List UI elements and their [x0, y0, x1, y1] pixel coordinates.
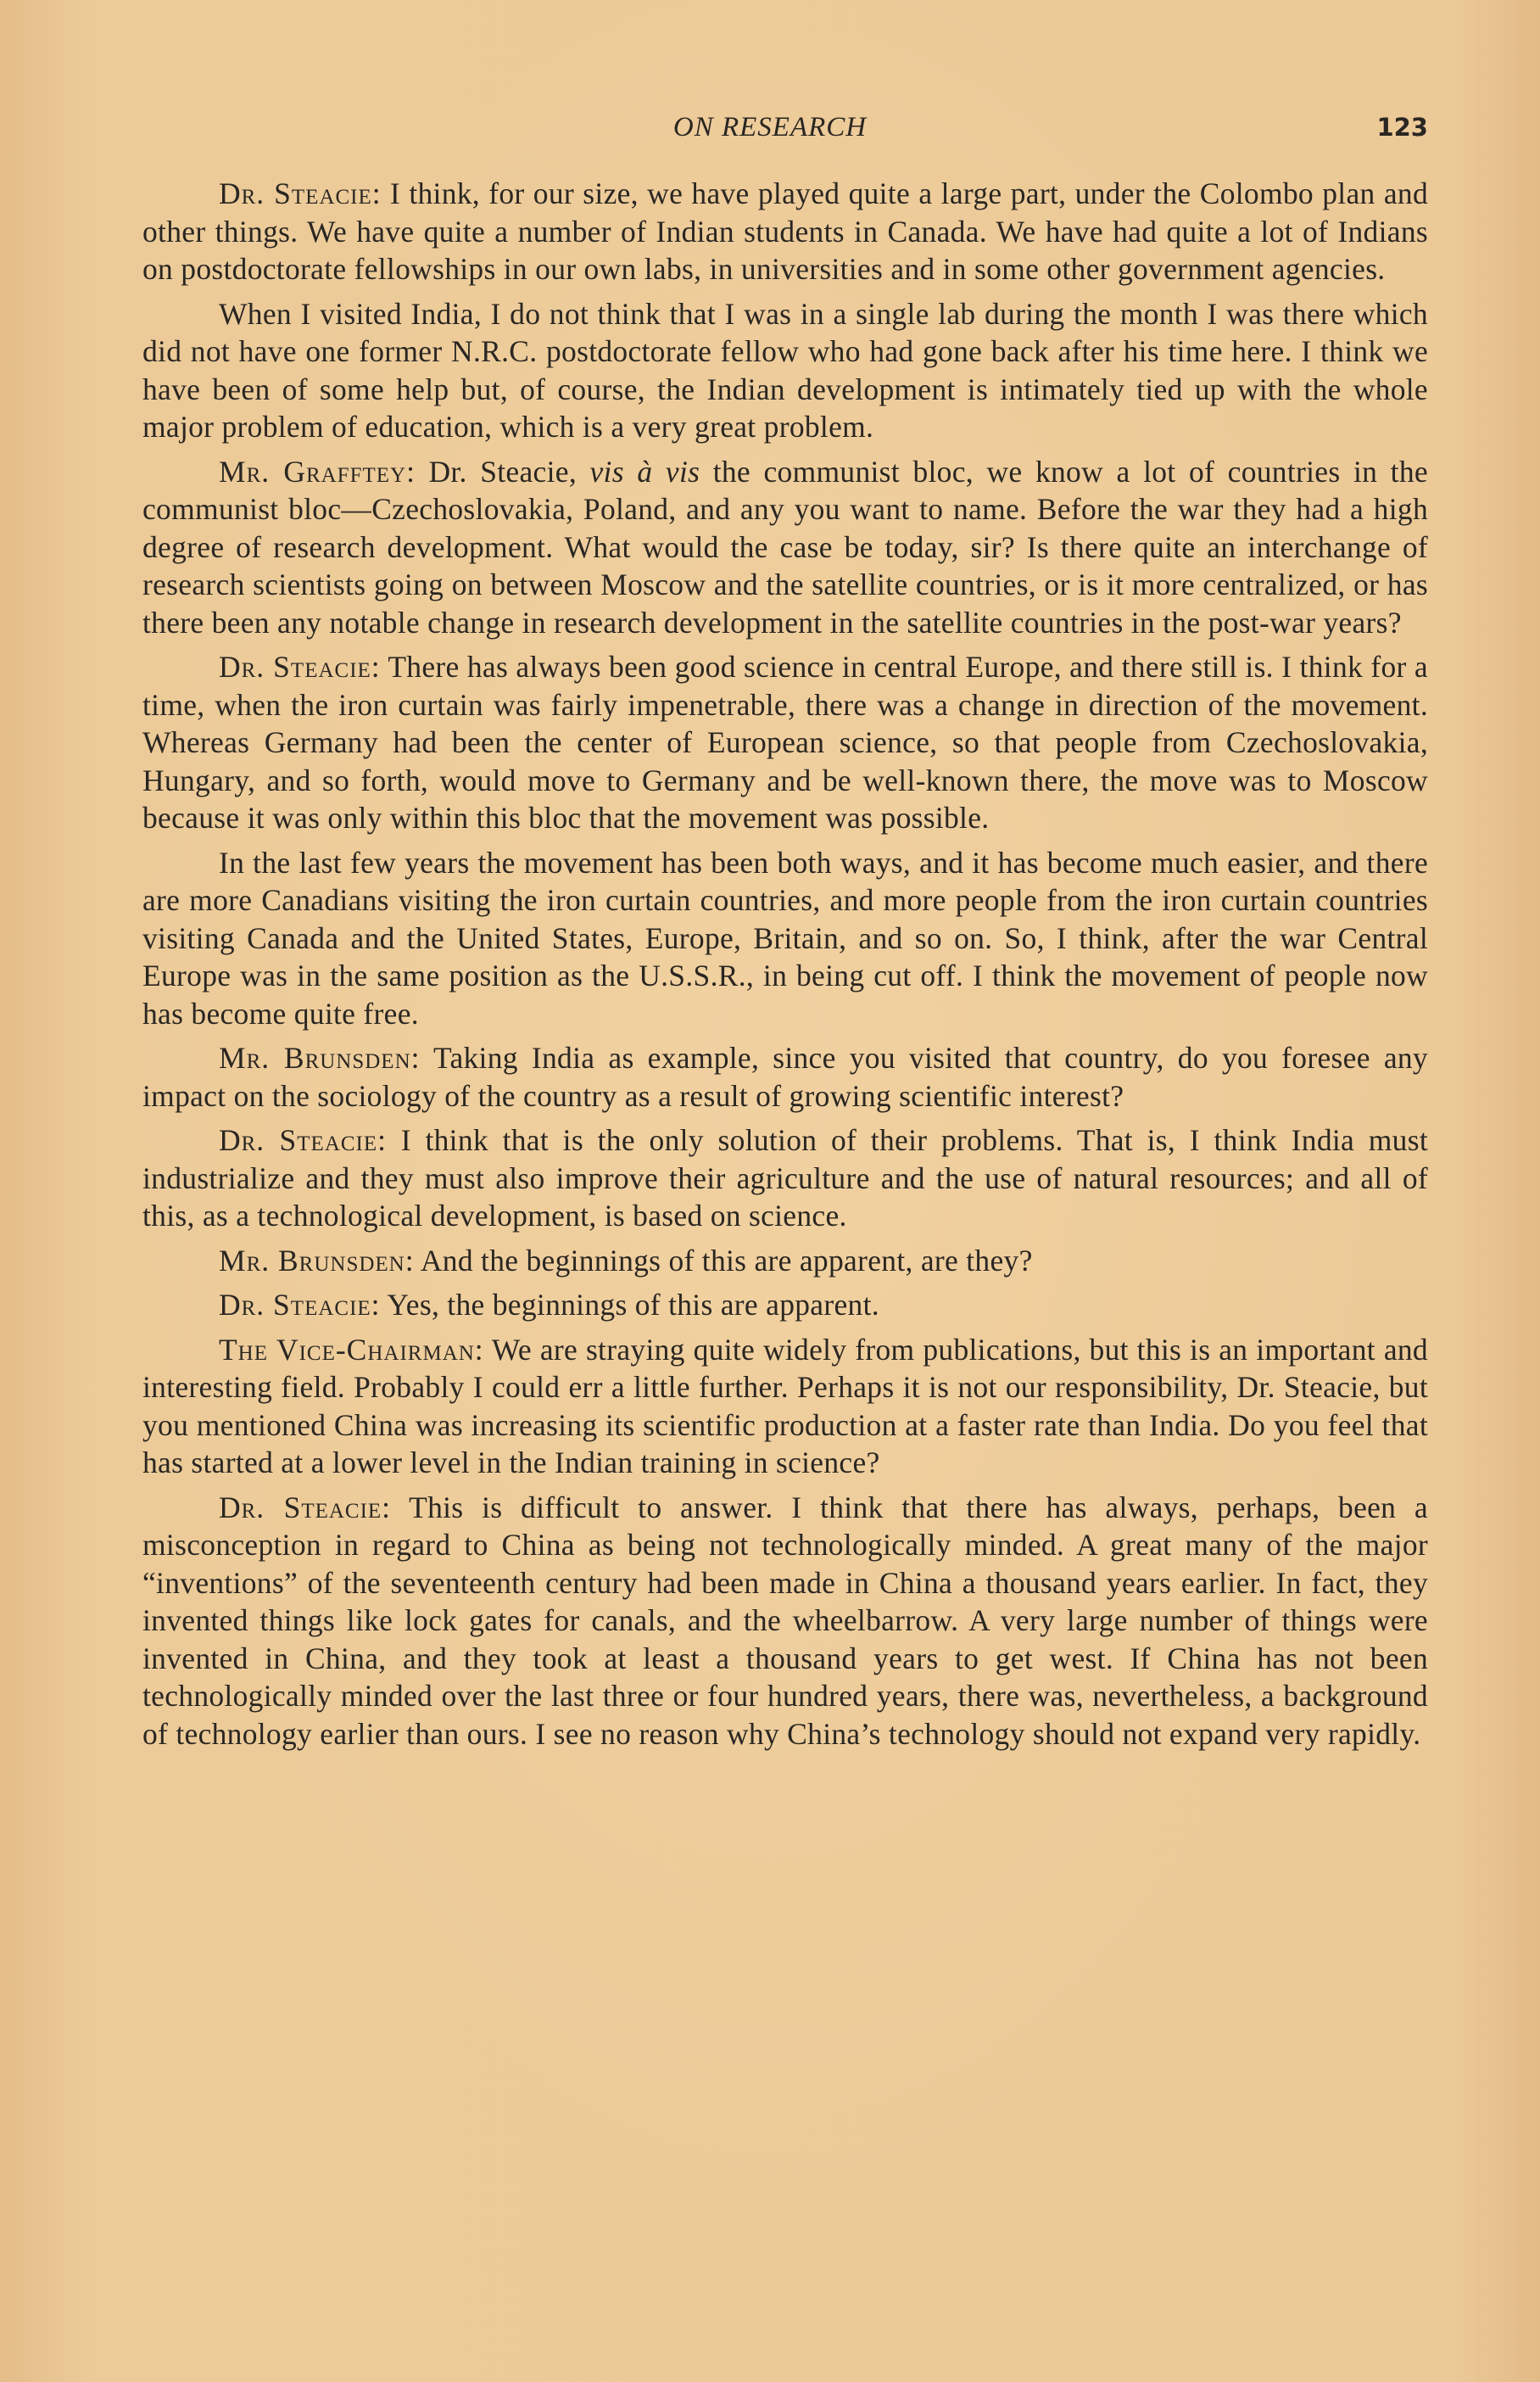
paragraph-11 — [142, 1489, 1428, 1753]
paragraph-7 — [142, 1121, 1428, 1235]
paragraph-text: We are straying quite widely from publications, but this is an important and interesting field. Probably I could err a little further. Perhaps it is not our responsibility, Dr. Steacie, but you mentioned China was increasing its scientific production at a faster rate than India. Do you feel that has started at a lower level in the Indian training in science? — [142, 1332, 1428, 1479]
speaker-label: Dr. Steacie: — [219, 1288, 381, 1322]
paragraph-text: When I visited India, I do not think that I was in a single lab during the month I was there which did not have one former N.R.C. postdoctorate fellow who had gone back after his time here. I think we have been of some help but, of course, the Indian development is intimately tied up with the whole major problem of education, which is a very great problem. — [142, 296, 1428, 444]
speaker-label: The Vice-Chairman: — [219, 1332, 484, 1367]
page-number: 123 — [1376, 113, 1428, 142]
running-head — [0, 106, 1540, 148]
paragraph-text: I think that is the only solution of their problems. That is, I think India must industrialize and they must also improve their agriculture and the use of natural resources; and all of this, as a technological development, is based on science. — [142, 1123, 1428, 1233]
paragraph-text: This is difficult to answer. I think that there has always, perhaps, been a misconception in regard to China as being not technologically minded. A great many of the major “inventions” of the seventeenth century had been made in China a thousand years earlier. In fact, they invented things like lock gates for canals, and the wheelbarrow. A very large number of things were invented in China, and they took at least a thousand years to get west. If China has not been technologically minded over the last three or four hundred years, there was, nevertheless, a background of technology earlier than ours. I see no reason why China’s technology should not expand very rapidly. — [142, 1490, 1428, 1751]
paragraph-text: There has always been good science in central Europe, and there still is. I think for a time, when the iron curtain was fairly impenetrable, there was a change in direction of the movement. Whereas Germany had been the center of European science, so that people from Czechoslovakia, Hungary, and so forth, would move to Germany and be well-known there, the move was to Moscow because it was only within this bloc that the movement was possible. — [142, 650, 1428, 835]
paragraph-text: Yes, the beginnings of this are apparent. — [387, 1288, 879, 1322]
paragraph-10 — [142, 1331, 1428, 1482]
paragraph-3 — [142, 453, 1428, 642]
body-text — [142, 175, 1428, 1759]
paragraph-text: In the last few years the movement has been both ways, and it has become much easier, and there are more Canadians visiting the iron curtain countries, and more people from the iron curtain countries visiting Canada and the United States, Europe, Britain, and so on. So, I think, after the war Central Europe was in the same position as the U.S.S.R., in being cut off. I think the movement of people now has become quite free. — [142, 845, 1428, 1031]
speaker-label: Mr. Grafftey: — [219, 454, 416, 489]
italic-phrase: vis à vis — [589, 454, 700, 489]
speaker-label: Dr. Steacie: — [219, 650, 381, 684]
paragraph-2 — [142, 295, 1428, 446]
paragraph-6 — [142, 1039, 1428, 1115]
speaker-label: Dr. Steacie: — [219, 1490, 392, 1524]
paragraph-text: Taking India as example, since you visited that country, do you foresee any impact on the sociology of the country as a result of growing scientific interest? — [142, 1041, 1428, 1113]
speaker-label: Dr. Steacie: — [219, 1123, 388, 1157]
paragraph-text: I think, for our size, we have played quite a large part, under the Colombo plan and other things. We have quite a number of Indian students in Canada. We have had quite a lot of Indians on postdoctorate fellowships in our own labs, in universities and in some other government agencies. — [142, 176, 1428, 286]
speaker-label: Mr. Brunsden: — [219, 1243, 415, 1278]
paragraph-text: And the beginnings of this are apparent, are they? — [420, 1243, 1033, 1278]
paragraph-8 — [142, 1242, 1428, 1280]
paragraph-text-lead: Dr. Steacie, — [428, 454, 577, 489]
paragraph-1 — [142, 175, 1428, 288]
paragraph-9 — [142, 1286, 1428, 1324]
paragraph-text: the communist bloc, we know a lot of countries in the communist bloc—Czechoslovakia, Poland, and any you want to name. Before the war they had a high degree of research development. What would the case be today, sir? Is there quite an interchange of research scientists going on between Moscow and the satellite countries, or is it more centralized, or has there been any notable change in research development in the satellite countries in the post-war years? — [142, 454, 1428, 640]
running-title: ON RESEARCH — [672, 112, 868, 143]
speaker-label: Dr. Steacie: — [219, 176, 382, 210]
speaker-label: Mr. Brunsden: — [219, 1041, 421, 1075]
paragraph-5 — [142, 844, 1428, 1033]
paragraph-4 — [142, 648, 1428, 837]
